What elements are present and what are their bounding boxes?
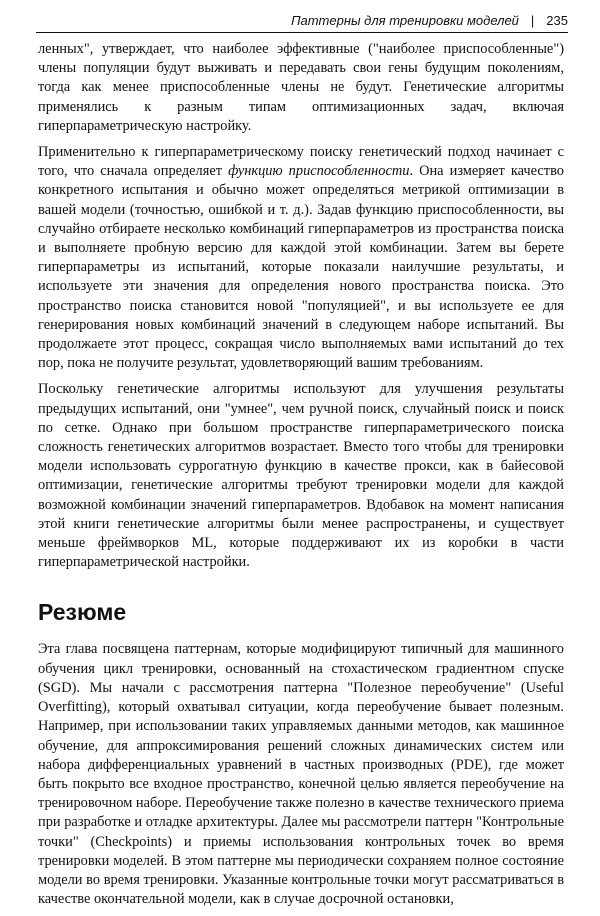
- text-span: Применительно к гиперпараметрическому поиску генетический подход начинает с того, что сначала определяет: [38, 144, 564, 180]
- text-span: . Она измеряет качество конкретного испытания и обычно может определяться метрикой оптимизации в вашей модели (точностью, ошибкой и т. д.). Задав функцию приспособленности, вы случайно отбираете несколько комбинаций гиперпараметров из пространства поиска и выполняете пробную версию для каждой этой комбинации. Затем вы берете гиперпараметры из испытаний, которые показали наилучшие результаты, и используете эти значения для определения нового пространства поиска. Это пространство поиска становится новой "популяцией", и вы используете ее для генерирования новых комбинаций значений в следующем наборе испытаний. Вы продолжаете этот процесс, сокращая число выполняемых вами испытаний до тех пор, пока не получите результат, удовлетворяющий вашим требованиям.: [38, 163, 564, 372]
- section-heading-summary: Резюме: [38, 599, 127, 626]
- header-separator: |: [530, 12, 535, 28]
- page-body: [38, 40, 564, 916]
- chapter-title: Паттерны для тренировки моделей: [291, 12, 519, 28]
- paragraph-summary: Эта глава посвящена паттернам, которые модифицируют типичный для машинного обучения цикл тренировки, основанный на стохастическом градиентном спуске (SGD). Мы начали с рассмотрения паттерна "Полезное переобучение" (Useful Overfitting), который охватывал ситуации, когда переобучение бывает полезным. Например, при использовании таких управляемых данными методов, как машинное обучение, для аппроксимирования решений сложных динамических систем или набора дифференциальных уравнений в частных производных (PDE), где может быть покрыто все входное пространство, конечной целью является переобучение на тренировочном наборе. Переобучение также полезно в качестве технического приема при разработке и отладке архитектуры. Далее мы рассмотрели паттерн "Контрольные точки" (Checkpoints) и приемы использования контрольных точек во время тренировки моделей. В этом паттерне мы периодически сохраняем полное состояние модели во время тренировки. Указанные контрольные точки могут рассматриваться в качестве окончательной модели, как в случае досрочной остановки,: [38, 641, 565, 908]
- term-fitness-function: функцию приспособленности: [228, 163, 410, 180]
- running-header: [36, 8, 568, 33]
- paragraph-genetic-intro: ленных", утверждает, что наиболее эффективные ("наиболее приспособленные") члены популяции будут выживать и передавать свои гены будущим поколениям, тогда как менее приспособленные члены не будут. Генетические алгоритмы применялись к разным типам оптимизационных задач, включая гиперпараметрическую настройку.: [38, 41, 564, 134]
- paragraph-genetic-comparison: Поскольку генетические алгоритмы используют для улучшения результаты предыдущих испытаний, они "умнее", чем ручной поиск, случайный поиск и поиск по сетке. Однако при большом пространстве гиперпараметрического поиска сложность генетических алгоритмов возрастает. Вместо того чтобы для тренировки модели использовать суррогатную функцию в качестве прокси, как в байесовой оптимизации, генетические алгоритмы требуют тренировки модели для каждой возможной комбинации значений гиперпараметров. Вдобавок на момент написания этой книги генетические алгоритмы были менее распространены, и существует меньше фреймворков ML, которые поддерживают их из коробки в части гиперпараметрической настройки.: [38, 381, 564, 571]
- paragraph-fitness-function: [38, 143, 564, 373]
- page-number: 235: [546, 12, 568, 28]
